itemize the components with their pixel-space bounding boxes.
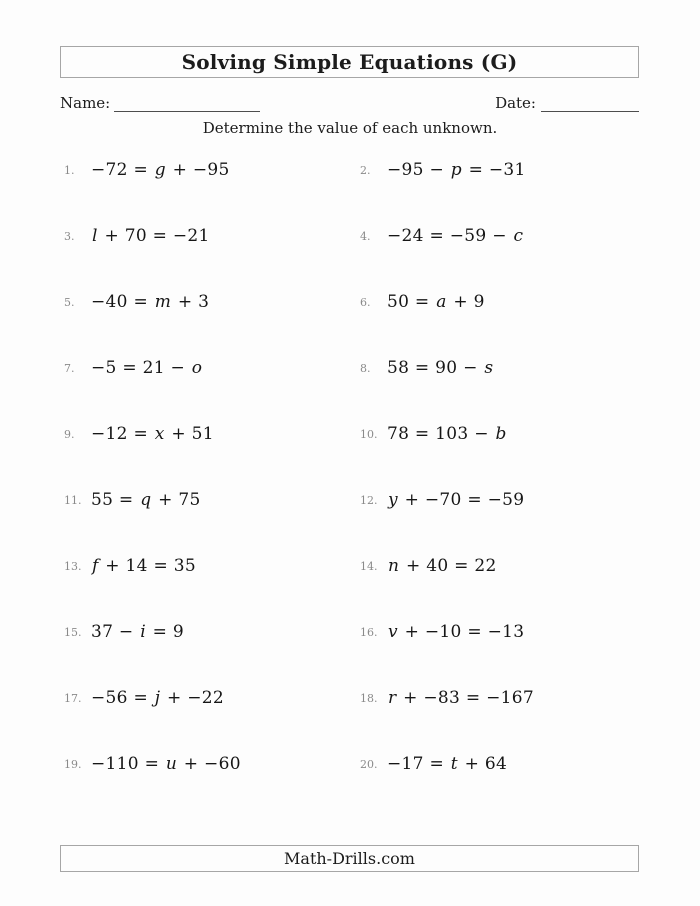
problem-equation: f + 14 = 35 xyxy=(92,556,196,576)
problem-equation: v + −10 = −13 xyxy=(388,622,525,642)
problem-row xyxy=(60,160,356,180)
problem-row xyxy=(356,490,652,510)
problem-row xyxy=(356,226,652,246)
page-title: Solving Simple Equations (G) xyxy=(181,50,518,74)
problem-equation: −95 − p = −31 xyxy=(387,160,526,180)
problem-row xyxy=(60,226,356,246)
problem-equation: −24 = −59 − c xyxy=(387,226,524,246)
problem-number: 4. xyxy=(360,229,371,243)
problem-row xyxy=(356,424,652,444)
problem-number: 16. xyxy=(360,625,378,639)
problem-number: 5. xyxy=(64,295,75,309)
problem-number: 18. xyxy=(360,691,378,705)
date-blank-line xyxy=(541,94,639,112)
problem-row xyxy=(60,754,356,774)
name-blank-line xyxy=(114,94,260,112)
problem-equation: y + −70 = −59 xyxy=(388,490,525,510)
problem-equation: −12 = x + 51 xyxy=(91,424,214,444)
problem-number: 7. xyxy=(64,361,75,375)
problem-row xyxy=(60,622,356,642)
problem-equation: −40 = m + 3 xyxy=(91,292,210,312)
problem-row xyxy=(356,556,652,576)
problem-number: 9. xyxy=(64,427,75,441)
problem-number: 10. xyxy=(360,427,378,441)
problem-number: 12. xyxy=(360,493,378,507)
name-label: Name: xyxy=(60,94,111,112)
problem-number: 6. xyxy=(360,295,371,309)
problem-equation: −56 = j + −22 xyxy=(91,688,225,708)
problem-number: 19. xyxy=(64,757,82,771)
problem-row xyxy=(356,688,652,708)
problem-number: 20. xyxy=(360,757,378,771)
problem-equation: n + 40 = 22 xyxy=(388,556,497,576)
problem-equation: −5 = 21 − o xyxy=(91,358,203,378)
date-label: Date: xyxy=(495,94,536,112)
date-group xyxy=(495,94,639,112)
problem-equation: −110 = u + −60 xyxy=(91,754,241,774)
problem-row xyxy=(356,622,652,642)
problem-number: 8. xyxy=(360,361,371,375)
problem-row xyxy=(356,358,652,378)
problems-grid xyxy=(60,137,652,797)
problem-row xyxy=(60,490,356,510)
problem-row xyxy=(60,556,356,576)
problem-equation: 50 = a + 9 xyxy=(387,292,485,312)
problem-number: 1. xyxy=(64,163,75,177)
problem-number: 17. xyxy=(64,691,82,705)
problem-equation: −72 = g + −95 xyxy=(91,160,230,180)
problem-row xyxy=(60,688,356,708)
title-box xyxy=(60,46,639,78)
problem-number: 11. xyxy=(64,493,82,507)
problem-number: 13. xyxy=(64,559,82,573)
problem-row xyxy=(60,292,356,312)
problem-equation: 58 = 90 − s xyxy=(387,358,494,378)
problem-row xyxy=(356,160,652,180)
footer-box xyxy=(60,845,639,872)
footer-text: Math-Drills.com xyxy=(284,849,415,868)
problem-equation: l + 70 = −21 xyxy=(92,226,210,246)
problem-number: 3. xyxy=(64,229,75,243)
problem-equation: r + −83 = −167 xyxy=(388,688,535,708)
problem-equation: 55 = q + 75 xyxy=(91,490,201,510)
problem-number: 2. xyxy=(360,163,371,177)
problem-row xyxy=(356,292,652,312)
problem-row xyxy=(60,358,356,378)
problem-number: 15. xyxy=(64,625,82,639)
problem-number: 14. xyxy=(360,559,378,573)
problem-equation: 78 = 103 − b xyxy=(387,424,507,444)
problem-equation: −17 = t + 64 xyxy=(387,754,508,774)
problem-row xyxy=(60,424,356,444)
problem-equation: 37 − i = 9 xyxy=(91,622,185,642)
instruction-text: Determine the value of each unknown. xyxy=(202,119,498,137)
name-date-row xyxy=(60,90,639,112)
problem-row xyxy=(356,754,652,774)
